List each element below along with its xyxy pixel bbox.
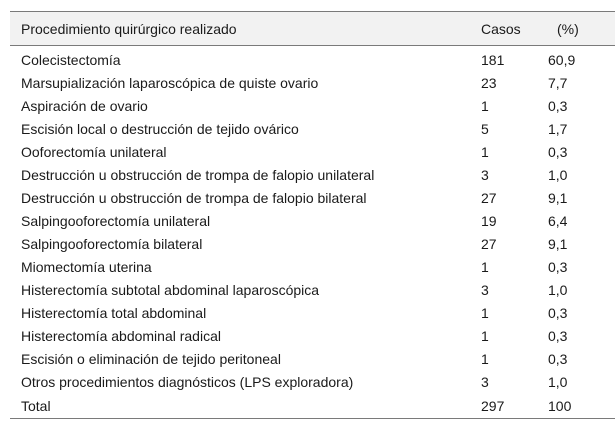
cell-procedure: Escisión local o destrucción de tejido ovárico: [21, 120, 299, 137]
cell-percent: 6,4: [548, 212, 568, 229]
cell-cases: 3: [481, 281, 489, 298]
cell-cases: 3: [481, 166, 489, 183]
cell-percent: 1,0: [548, 166, 568, 183]
procedures-table: [10, 11, 615, 419]
cell-percent: 9,1: [548, 189, 568, 206]
table-row: [10, 393, 615, 419]
cell-cases: 181: [481, 51, 505, 68]
cell-procedure: Colecistectomía: [21, 51, 121, 68]
procedures-table-container: [10, 11, 605, 419]
cell-percent: 9,1: [548, 235, 568, 252]
cell-cases: 1: [481, 350, 489, 367]
cell-procedure: Aspiración de ovario: [21, 97, 148, 114]
table-row: [10, 232, 615, 255]
cell-percent: 7,7: [548, 74, 568, 91]
table-row: [10, 186, 615, 209]
header-percent: (%): [543, 12, 615, 46]
table-row: [10, 347, 615, 370]
table-header: [10, 12, 615, 46]
cell-cases: 297: [472, 393, 543, 419]
table-row: [10, 94, 615, 117]
table-row: [10, 163, 615, 186]
cell-cases: 5: [481, 120, 489, 137]
cell-cases: 23: [481, 74, 497, 91]
cell-cases: 27: [481, 235, 497, 252]
cell-cases: 1: [481, 327, 489, 344]
cell-percent: 1,0: [548, 373, 568, 390]
header-row: [10, 12, 615, 46]
cell-percent: 0,3: [548, 143, 568, 160]
table-row: [10, 46, 615, 72]
cell-cases: 1: [481, 258, 489, 275]
cell-procedure: Marsupialización laparoscópica de quiste ovario: [21, 74, 319, 91]
cell-percent: 0,3: [548, 327, 568, 344]
cell-cases: 1: [481, 97, 489, 114]
cell-percent: 0,3: [548, 97, 568, 114]
cell-procedure: Miomectomía uterina: [21, 258, 152, 275]
cell-procedure: Destrucción u obstrucción de trompa de falopio unilateral: [21, 166, 375, 183]
cell-procedure: Escisión o eliminación de tejido peritoneal: [21, 350, 281, 367]
cell-procedure: Histerectomía subtotal abdominal laparoscópica: [21, 281, 320, 298]
table-row: [10, 301, 615, 324]
table-row: [10, 71, 615, 94]
cell-procedure: Destrucción u obstrucción de trompa de falopio bilateral: [21, 189, 367, 206]
cell-cases: 19: [481, 212, 497, 229]
cell-percent: 1,0: [548, 281, 568, 298]
cell-procedure: Ooforectomía unilateral: [21, 143, 167, 160]
table-row: [10, 324, 615, 347]
table-row: [10, 370, 615, 393]
table-row: [10, 255, 615, 278]
cell-percent: 0,3: [548, 350, 568, 367]
table-row: [10, 117, 615, 140]
cell-cases: 3: [481, 373, 489, 390]
cell-procedure: Histerectomía total abdominal: [21, 304, 207, 321]
cell-percent: 60,9: [548, 51, 576, 68]
cell-percent: 0,3: [548, 258, 568, 275]
cell-procedure: Otros procedimientos diagnósticos (LPS exploradora): [21, 373, 354, 390]
table-row: [10, 209, 615, 232]
cell-percent: 0,3: [548, 304, 568, 321]
table-row: [10, 278, 615, 301]
cell-cases: 1: [481, 304, 489, 321]
cell-procedure: Histerectomía abdominal radical: [21, 327, 221, 344]
cell-procedure: Total: [10, 393, 472, 419]
header-cases: Casos: [472, 12, 543, 46]
cell-cases: 27: [481, 189, 497, 206]
cell-cases: 1: [481, 143, 489, 160]
cell-percent: 1,7: [548, 120, 568, 137]
cell-percent: 100: [543, 393, 615, 419]
header-procedure: Procedimiento quirúrgico realizado: [10, 12, 472, 46]
table-row: [10, 140, 615, 163]
cell-procedure: Salpingooforectomía unilateral: [21, 212, 211, 229]
table-body: [10, 46, 615, 419]
cell-procedure: Salpingooforectomía bilateral: [21, 235, 203, 252]
